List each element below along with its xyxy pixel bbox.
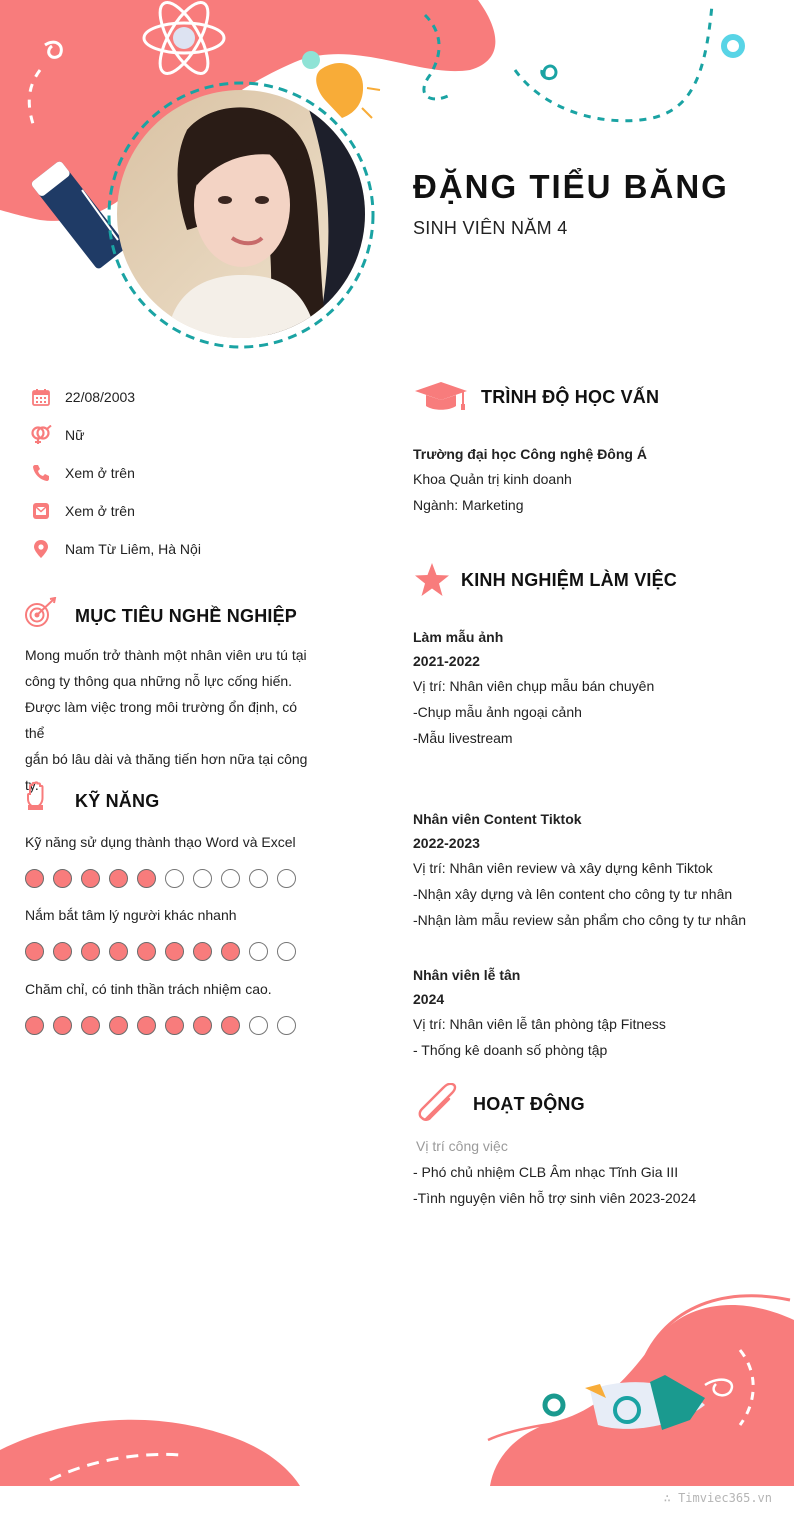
skills-title: KỸ NĂNG (75, 791, 160, 811)
job-company: Làm mẫu ảnh (413, 629, 504, 645)
rating-dot-filled (53, 869, 72, 888)
contact-birthday (30, 385, 135, 409)
rating-dot-filled (221, 942, 240, 961)
contact-phone (30, 461, 135, 485)
rating-dot-filled (165, 942, 184, 961)
rating-dot-empty (277, 869, 296, 888)
rating-dot-filled (137, 942, 156, 961)
job-detail: -Chụp mẫu ảnh ngoại cảnh (413, 704, 582, 720)
education-title: TRÌNH ĐỘ HỌC VẤN (481, 387, 660, 407)
experience-title: KINH NGHIỆM LÀM VIỆC (461, 570, 678, 590)
gender-value: Nữ (65, 427, 85, 443)
job-period: 2022-2023 (413, 835, 480, 851)
rating-dot-filled (165, 1016, 184, 1035)
rating-dot-filled (193, 942, 212, 961)
job-detail: - Thống kê doanh số phòng tập (413, 1042, 608, 1058)
job-detail: -Nhận làm mẫu review sản phẩm cho công ty tư nhân (413, 912, 747, 928)
activity-item: - Phó chủ nhiệm CLB Âm nhạc Tĩnh Gia III (413, 1164, 679, 1180)
objective-line: gắn bó lâu dài và thăng tiến hơn nữa tại công (25, 751, 308, 767)
rating-dot-filled (81, 942, 100, 961)
job-period: 2021-2022 (413, 653, 480, 669)
rating-dot-filled (137, 869, 156, 888)
rating-dot-filled (25, 942, 44, 961)
gender-icon (30, 424, 52, 446)
activities-title: HOẠT ĐỘNG (473, 1094, 585, 1114)
job-detail: -Nhận xây dựng và lên content cho công ty tư nhân (413, 886, 733, 902)
contact-gender (30, 423, 84, 447)
calendar-icon (30, 386, 52, 408)
hand-icon (26, 781, 48, 816)
rating-dot-empty (249, 1016, 268, 1035)
job-detail: Vị trí: Nhân viên chụp mẫu bán chuyên (413, 678, 655, 694)
rating-dot-empty (165, 869, 184, 888)
rating-dot-filled (109, 869, 128, 888)
job-detail: Vị trí: Nhân viên lễ tân phòng tập Fitness (413, 1016, 666, 1032)
skill-label: Nắm bắt tâm lý người khác nhanh (25, 907, 237, 923)
phone-icon (30, 462, 52, 484)
skill-rating (25, 942, 296, 961)
candidate-name: ĐẶNG TIỂU BĂNG (413, 168, 729, 205)
star-icon (414, 562, 450, 603)
contact-email (30, 499, 135, 523)
location-pin-icon (30, 538, 52, 560)
faculty: Khoa Quản trị kinh doanh (413, 471, 572, 487)
job-company: Nhân viên Content Tiktok (413, 811, 582, 827)
skill-label: Kỹ năng sử dụng thành thạo Word và Excel (25, 834, 296, 850)
birthday-value: 22/08/2003 (65, 389, 136, 405)
major: Ngành: Marketing (413, 497, 524, 513)
activity-item: -Tình nguyện viên hỗ trợ sinh viên 2023-2024 (413, 1190, 697, 1206)
phone-value[interactable]: Xem ở trên (65, 465, 135, 481)
watermark: ∴ Timviec365.vn (663, 1491, 772, 1505)
lightbulb-icon (302, 51, 380, 118)
school-name: Trường đại học Công nghệ Đông Á (413, 446, 647, 462)
job-period: 2024 (413, 991, 445, 1007)
job-detail: -Mẫu livestream (413, 730, 513, 746)
contact-address (30, 537, 201, 561)
objective-text (25, 642, 320, 798)
email-value[interactable]: Xem ở trên (65, 503, 135, 519)
graduation-cap-icon (413, 381, 469, 418)
objective-line: Được làm việc trong môi trường ổn định, có thể (25, 699, 298, 741)
paperclip-icon (416, 1083, 460, 1128)
rating-dot-filled (81, 1016, 100, 1035)
objective-line: ty. (25, 777, 39, 793)
job-company: Nhân viên lễ tân (413, 967, 521, 983)
rating-dot-empty (193, 869, 212, 888)
bottom-decoration (0, 1280, 800, 1514)
rating-dot-filled (25, 1016, 44, 1035)
rating-dot-empty (249, 869, 268, 888)
rating-dot-filled (53, 942, 72, 961)
objective-line: Mong muốn trở thành một nhân viên ưu tú tại (25, 647, 307, 663)
rating-dot-filled (81, 869, 100, 888)
email-icon (30, 500, 52, 522)
rating-dot-filled (109, 1016, 128, 1035)
candidate-title: SINH VIÊN NĂM 4 (413, 218, 568, 238)
target-icon (24, 597, 58, 634)
rating-dot-filled (221, 1016, 240, 1035)
rating-dot-filled (53, 1016, 72, 1035)
rating-dot-empty (277, 1016, 296, 1035)
rating-dot-empty (249, 942, 268, 961)
rating-dot-empty (221, 869, 240, 888)
objective-line: công ty thông qua những nỗ lực cống hiến. (25, 673, 293, 689)
rating-dot-empty (277, 942, 296, 961)
rating-dot-filled (109, 942, 128, 961)
address-value: Nam Từ Liêm, Hà Nội (65, 541, 201, 557)
skill-rating (25, 869, 296, 888)
objective-title: MỤC TIÊU NGHỀ NGHIỆP (75, 606, 298, 626)
skill-rating (25, 1016, 296, 1035)
portrait-photo (117, 90, 365, 338)
rating-dot-filled (193, 1016, 212, 1035)
job-detail: Vị trí: Nhân viên review và xây dựng kênh Tiktok (413, 860, 713, 876)
rating-dot-filled (137, 1016, 156, 1035)
avatar (117, 90, 365, 338)
activity-position-placeholder[interactable]: Vị trí công việc (416, 1138, 508, 1154)
skill-label: Chăm chỉ, có tinh thần trách nhiệm cao. (25, 981, 272, 997)
rating-dot-filled (25, 869, 44, 888)
